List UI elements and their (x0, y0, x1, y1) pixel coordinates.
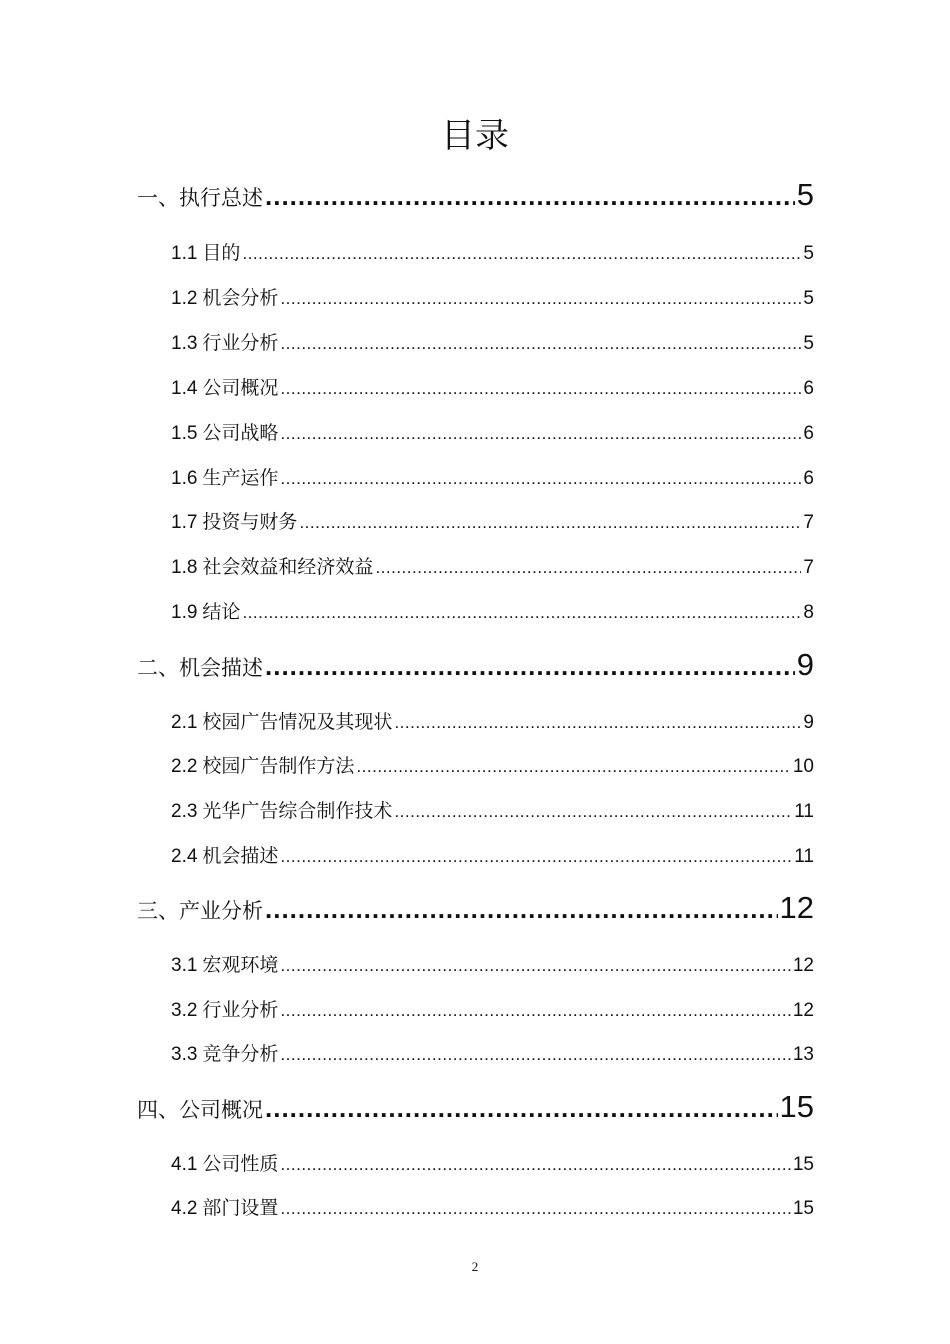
toc-entry-page: 15 (792, 1154, 814, 1175)
toc-dot-leader (280, 419, 801, 448)
toc-section-entry[interactable] (171, 1039, 814, 1069)
toc-entry-label: 行业分析 (202, 999, 279, 1021)
toc-entry-number: 3.1 (171, 955, 198, 976)
toc-entry-label: 投资与财务 (202, 511, 298, 533)
toc-dot-leader (280, 951, 790, 980)
toc-section-entry[interactable] (171, 950, 814, 980)
toc-entry-number: 1.7 (171, 512, 198, 533)
toc-section-entry[interactable] (171, 796, 814, 826)
toc-section-entry[interactable] (171, 238, 814, 268)
toc-entry-page: 15 (792, 1198, 814, 1219)
toc-entry-label: 公司性质 (202, 1153, 279, 1175)
toc-dot-leader (265, 1089, 778, 1126)
toc-entry-label: 公司概况 (179, 1098, 263, 1122)
toc-entry-page: 6 (803, 378, 814, 399)
toc-entry-label: 宏观环境 (202, 954, 279, 976)
toc-entry-number: 二、 (137, 657, 179, 680)
toc-section-entry[interactable] (171, 597, 814, 627)
toc-chapter-entry[interactable] (137, 176, 814, 214)
toc-entry-number: 1.9 (171, 602, 198, 623)
toc-entry-page: 8 (803, 602, 814, 623)
toc-section-entry[interactable] (171, 552, 814, 582)
toc-entry-label: 机会分析 (202, 287, 279, 309)
toc-section-entry[interactable] (171, 707, 814, 737)
toc-entry-label: 公司战略 (202, 422, 279, 444)
toc-entry-label: 机会描述 (179, 656, 263, 680)
toc-entry-number: 一、 (137, 187, 179, 210)
toc-entry-page: 5 (803, 288, 814, 309)
toc-entry-page: 15 (779, 1089, 814, 1124)
toc-entry-number: 3.3 (171, 1044, 198, 1065)
toc-section-entry[interactable] (171, 1193, 814, 1223)
toc-dot-leader (280, 464, 801, 493)
toc-entry-number: 1.3 (171, 333, 198, 354)
toc-entry-number: 1.8 (171, 557, 198, 578)
toc-entry-page: 9 (803, 712, 814, 733)
toc-dot-leader (280, 329, 801, 358)
toc-entry-label: 结论 (202, 601, 241, 623)
toc-entry-page: 12 (779, 890, 814, 925)
toc-chapter-entry[interactable] (137, 889, 814, 927)
toc-entry-page: 9 (796, 647, 814, 682)
toc-entry-label: 目的 (202, 242, 241, 264)
toc-dot-leader (394, 708, 801, 737)
toc-dot-leader (265, 890, 778, 927)
toc-section-entry[interactable] (171, 751, 814, 781)
toc-entry-number: 四、 (137, 1099, 179, 1122)
toc-section-entry[interactable] (171, 841, 814, 871)
toc-entry-page: 10 (792, 756, 814, 777)
toc-entry-label: 校园广告制作方法 (202, 755, 355, 777)
toc-dot-leader (280, 996, 790, 1025)
toc-entry-number: 1.5 (171, 423, 198, 444)
toc-entry-number: 1.4 (171, 378, 198, 399)
toc-dot-leader (280, 1040, 790, 1069)
toc-entry-number: 2.4 (171, 846, 198, 867)
toc-chapter-entry[interactable] (137, 1088, 814, 1126)
toc-entry-number: 1.1 (171, 243, 198, 264)
toc-section-entry[interactable] (171, 373, 814, 403)
toc-entry-number: 1.2 (171, 288, 198, 309)
toc-section-entry[interactable] (171, 1149, 814, 1179)
toc-entry-number: 2.3 (171, 801, 198, 822)
toc-dot-leader (265, 177, 795, 214)
toc-entry-number: 4.2 (171, 1198, 198, 1219)
toc-entry-label: 校园广告情况及其现状 (202, 711, 393, 733)
toc-dot-leader (280, 1150, 790, 1179)
toc-entry-page: 12 (792, 1000, 814, 1021)
toc-dot-leader (356, 752, 790, 781)
toc-section-entry[interactable] (171, 995, 814, 1025)
toc-dot-leader (242, 598, 801, 627)
toc-dot-leader (280, 284, 801, 313)
toc-dot-leader (265, 647, 795, 684)
toc-entry-page: 5 (803, 333, 814, 354)
toc-entry-page: 5 (803, 243, 814, 264)
toc-dot-leader (280, 374, 801, 403)
toc-dot-leader (375, 553, 801, 582)
toc-entry-page: 6 (803, 423, 814, 444)
page-number: 2 (471, 1259, 479, 1274)
toc-section-entry[interactable] (171, 463, 814, 493)
toc-entry-page: 11 (794, 801, 814, 822)
toc-entry-label: 执行总述 (179, 186, 263, 210)
page-title: 目录 (441, 116, 509, 156)
toc-section-entry[interactable] (171, 283, 814, 313)
toc-chapter-entry[interactable] (137, 646, 814, 684)
toc-section-entry[interactable] (171, 328, 814, 358)
toc-entry-number: 三、 (137, 900, 179, 923)
toc-dot-leader (242, 239, 801, 268)
toc-dot-leader (280, 1194, 790, 1223)
toc-entry-page: 6 (803, 468, 814, 489)
toc-section-entry[interactable] (171, 507, 814, 537)
toc-entry-label: 光华广告综合制作技术 (202, 800, 393, 822)
toc-entry-label: 产业分析 (179, 899, 263, 923)
toc-entry-label: 部门设置 (202, 1197, 279, 1219)
toc-section-entry[interactable] (171, 418, 814, 448)
toc-entry-page: 5 (796, 177, 814, 212)
toc-dot-leader (394, 797, 792, 826)
toc-entry-label: 生产运作 (202, 467, 279, 489)
toc-entry-label: 竞争分析 (202, 1043, 279, 1065)
toc-entry-number: 2.1 (171, 712, 198, 733)
toc-entry-label: 机会描述 (202, 845, 279, 867)
toc-entry-number: 4.1 (171, 1154, 198, 1175)
toc-entry-page: 11 (794, 846, 814, 867)
toc-dot-leader (280, 842, 792, 871)
toc-entry-label: 社会效益和经济效益 (202, 556, 374, 578)
toc-dot-leader (299, 508, 801, 537)
toc-entry-page: 7 (803, 557, 814, 578)
toc-entry-page: 12 (792, 955, 814, 976)
toc-entry-page: 13 (792, 1044, 814, 1065)
toc-entry-number: 1.6 (171, 468, 198, 489)
toc-entry-label: 行业分析 (202, 332, 279, 354)
toc-entry-page: 7 (803, 512, 814, 533)
toc-entry-number: 3.2 (171, 1000, 198, 1021)
toc-entry-number: 2.2 (171, 756, 198, 777)
toc-entry-label: 公司概况 (202, 377, 279, 399)
